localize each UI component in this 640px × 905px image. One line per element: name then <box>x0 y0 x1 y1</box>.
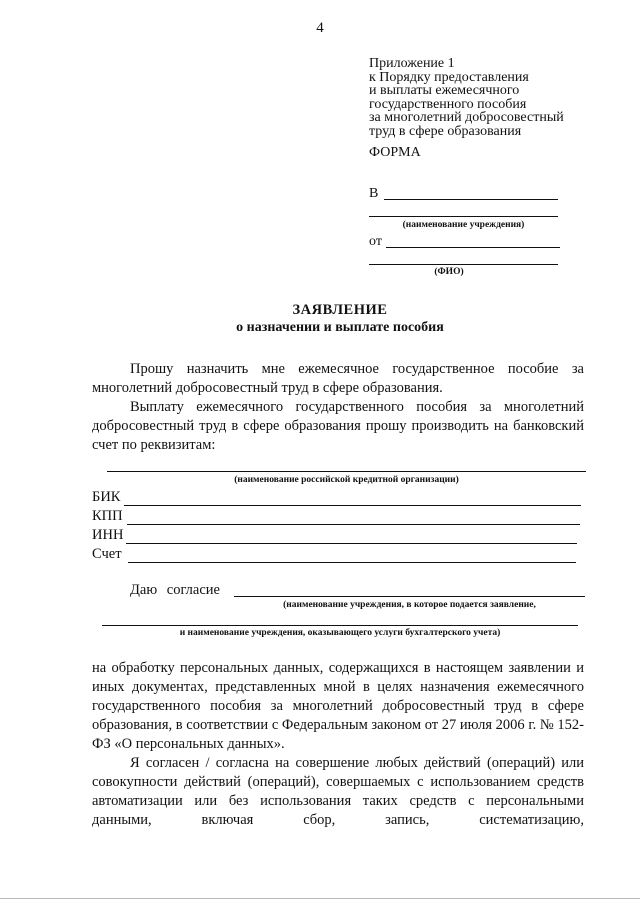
paragraph-payment: Выплату ежемесячного государственного пособия за многолетний добросовестный труд в сфере образования прошу производить на банковский счет по реквизитам: <box>92 399 584 453</box>
bik-input-line[interactable] <box>124 505 581 506</box>
bank-caption: (наименование российской кредитной организации) <box>234 475 459 485</box>
inn-input-line[interactable] <box>126 543 577 544</box>
appendix-line: к Порядку предоставления <box>369 69 529 85</box>
paragraph-agreement: Я согласен / согласна на совершение любых действий (операций) или совокупности действий (операций), совершаемых с использованием средств автоматизации или без использования таких средств с персональными данными, включая сбор, запись, систематизацию, <box>92 755 584 828</box>
appendix-line: государственного пособия <box>369 96 527 112</box>
document-subtitle: о назначении и выплате пособия <box>236 320 444 335</box>
form-label: ФОРМА <box>369 145 421 160</box>
appendix-line: и выплаты ежемесячного <box>369 83 520 99</box>
fio-line[interactable] <box>369 264 558 265</box>
institution-caption: (наименование учреждения) <box>402 220 525 230</box>
fio-caption: (ФИО) <box>434 267 464 277</box>
consent-accounting-line[interactable] <box>102 625 578 626</box>
appendix-line: труд в сфере образования <box>369 123 522 139</box>
consent-caption-1: (наименование учреждения, в которое подается заявление, <box>283 600 536 610</box>
to-institution-line-2[interactable] <box>369 216 558 217</box>
from-prefix: от <box>369 234 382 249</box>
consent-prefix: Даю согласие <box>130 582 220 598</box>
inn-label: ИНН <box>92 527 124 543</box>
document-title: ЗАЯВЛЕНИЕ <box>292 302 388 318</box>
from-line[interactable] <box>386 247 560 248</box>
appendix-line: Приложение 1 <box>369 56 455 71</box>
consent-caption-2: и наименование учреждения, оказывающего услуги бухгалтерского учета) <box>179 628 501 638</box>
kpp-label: КПП <box>92 508 123 524</box>
kpp-input-line[interactable] <box>127 524 580 525</box>
to-prefix: В <box>369 186 379 201</box>
consent-institution-line[interactable] <box>234 596 585 597</box>
bank-name-line[interactable] <box>107 471 586 472</box>
page-number: 4 <box>316 20 324 36</box>
page-bottom-edge <box>0 898 640 899</box>
account-input-line[interactable] <box>128 562 576 563</box>
appendix-header <box>369 57 564 139</box>
to-institution-line[interactable] <box>384 199 558 200</box>
paragraph-personal-data: на обработку персональных данных, содержащихся в настоящем заявлении и иных документах, представленных мной в целях назначения ежемесячного государственного пособия за многолетний добросовестный труд в сфере образования, в соответствии с Федеральным законом от 27 июля 2006 г. № 152-ФЗ «О персональных данных». <box>92 660 584 752</box>
bik-label: БИК <box>92 489 121 505</box>
appendix-line: за многолетний добросовестный <box>369 110 564 126</box>
account-label: Счет <box>92 546 122 562</box>
paragraph-request: Прошу назначить мне ежемесячное государственное пособие за многолетний добросовестный труд в сфере образования. <box>92 361 584 396</box>
